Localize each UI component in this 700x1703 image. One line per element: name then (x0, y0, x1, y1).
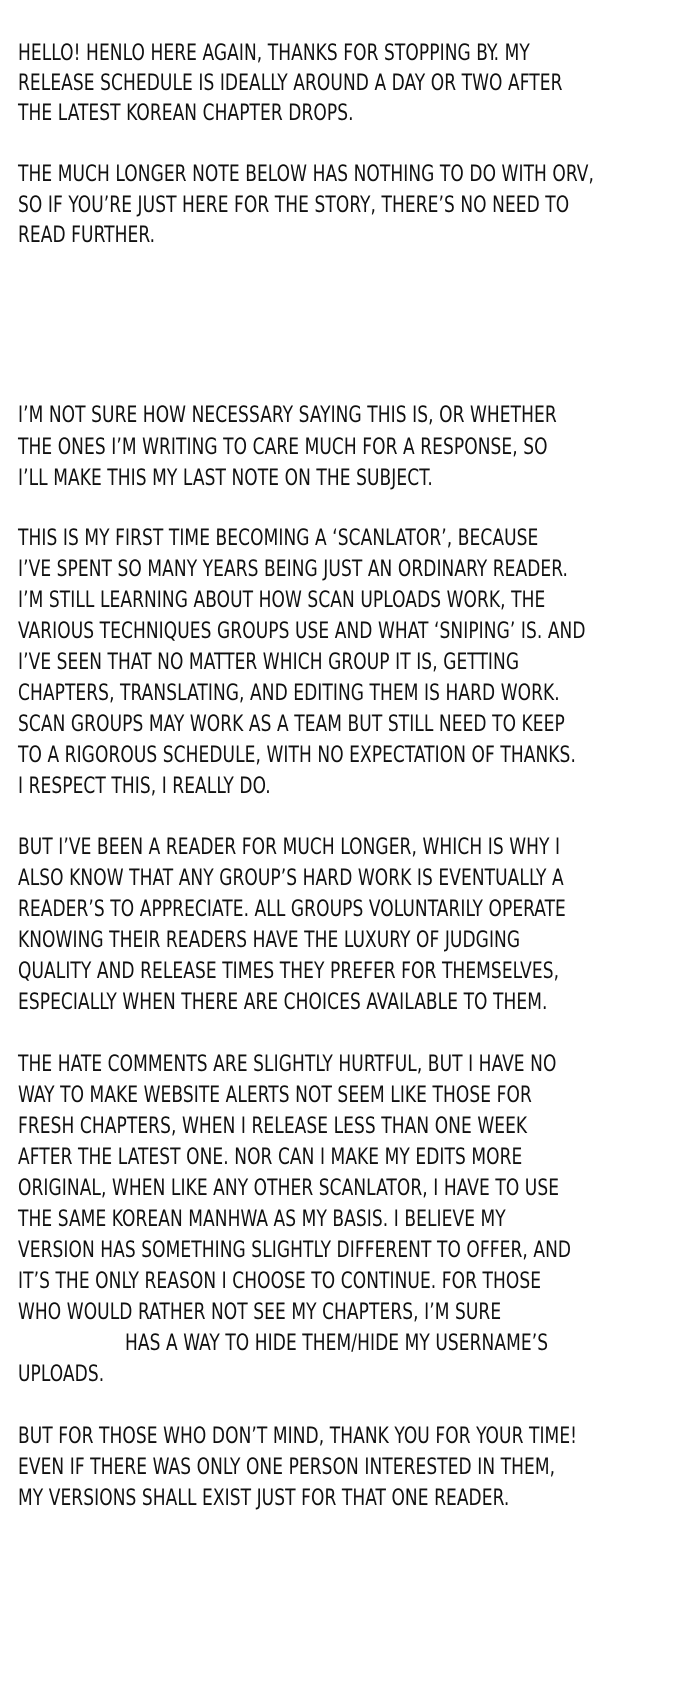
text-line: VERSION HAS SOMETHING SLIGHTLY DIFFERENT TO OFFER, AND (18, 1238, 572, 1263)
text-line: THE LATEST KOREAN CHAPTER DROPS. (18, 101, 354, 126)
text-line: BUT I’VE BEEN A READER FOR MUCH LONGER, WHICH IS WHY I (18, 835, 561, 860)
text-line: ORIGINAL, WHEN LIKE ANY OTHER SCANLATOR, I HAVE TO USE (18, 1176, 560, 1201)
text-line: TO A RIGOROUS SCHEDULE, WITH NO EXPECTATION OF THANKS. (18, 743, 576, 768)
text-line: BUT FOR THOSE WHO DON’T MIND, THANK YOU FOR YOUR TIME! (18, 1424, 578, 1449)
text-line: VARIOUS TECHNIQUES GROUPS USE AND WHAT ‘SNIPING’ IS. AND (18, 619, 586, 644)
text-line: THIS IS MY FIRST TIME BECOMING A ‘SCANLATOR’, BECAUSE (18, 526, 539, 551)
text-line: UPLOADS. (18, 1362, 105, 1387)
text-line: I’M NOT SURE HOW NECESSARY SAYING THIS IS, OR WHETHER (18, 403, 557, 428)
text-line: EVEN IF THERE WAS ONLY ONE PERSON INTERESTED IN THEM, (18, 1455, 556, 1480)
text-line: KNOWING THEIR READERS HAVE THE LUXURY OF JUDGING (18, 928, 521, 953)
text-line: HELLO! HENLO HERE AGAIN, THANKS FOR STOPPING BY. MY (18, 41, 530, 66)
text-line: AFTER THE LATEST ONE. NOR CAN I MAKE MY EDITS MORE (18, 1145, 523, 1170)
text-line: READER’S TO APPRECIATE. ALL GROUPS VOLUNTARILY OPERATE (18, 897, 566, 922)
text-line: THE SAME KOREAN MANHWA AS MY BASIS. I BELIEVE MY (18, 1207, 506, 1232)
text-line: THE ONES I’M WRITING TO CARE MUCH FOR A RESPONSE, SO (18, 435, 548, 460)
text-line: SCAN GROUPS MAY WORK AS A TEAM BUT STILL NEED TO KEEP (18, 712, 565, 737)
text-line: I’VE SEEN THAT NO MATTER WHICH GROUP IT IS, GETTING (18, 650, 520, 675)
text-line: READ FURTHER. (18, 223, 156, 248)
text-line: RELEASE SCHEDULE IS IDEALLY AROUND A DAY OR TWO AFTER (18, 71, 563, 96)
text-line: CHAPTERS, TRANSLATING, AND EDITING THEM IS HARD WORK. (18, 681, 560, 706)
text-line: MY VERSIONS SHALL EXIST JUST FOR THAT ONE READER. (18, 1486, 510, 1511)
text-line: WAY TO MAKE WEBSITE ALERTS NOT SEEM LIKE THOSE FOR (18, 1083, 532, 1108)
text-line: ESPECIALLY WHEN THERE ARE CHOICES AVAILABLE TO THEM. (18, 990, 548, 1015)
text-line: IT’S THE ONLY REASON I CHOOSE TO CONTINUE. FOR THOSE (18, 1269, 542, 1294)
text-line: WHO WOULD RATHER NOT SEE MY CHAPTERS, I’M SURE (18, 1300, 502, 1325)
text-line: I’M STILL LEARNING ABOUT HOW SCAN UPLOADS WORK, THE (18, 588, 546, 613)
text-line: FRESH CHAPTERS, WHEN I RELEASE LESS THAN ONE WEEK (18, 1114, 528, 1139)
text-line: I’LL MAKE THIS MY LAST NOTE ON THE SUBJECT. (18, 466, 433, 491)
text-line: I RESPECT THIS, I REALLY DO. (18, 774, 271, 799)
text-line: ALSO KNOW THAT ANY GROUP’S HARD WORK IS EVENTUALLY A (18, 866, 564, 891)
text-line: QUALITY AND RELEASE TIMES THEY PREFER FOR THEMSELVES, (18, 959, 560, 984)
text-line: THE MUCH LONGER NOTE BELOW HAS NOTHING TO DO WITH ORV, (18, 162, 595, 187)
text-line: THE HATE COMMENTS ARE SLIGHTLY HURTFUL, BUT I HAVE NO (18, 1052, 557, 1077)
text-line: SO IF YOU’RE JUST HERE FOR THE STORY, THERE’S NO NEED TO (18, 193, 570, 218)
text-line: I’VE SPENT SO MANY YEARS BEING JUST AN ORDINARY READER. (18, 557, 568, 582)
text-line: HAS A WAY TO HIDE THEM/HIDE MY USERNAME’S (125, 1331, 549, 1356)
